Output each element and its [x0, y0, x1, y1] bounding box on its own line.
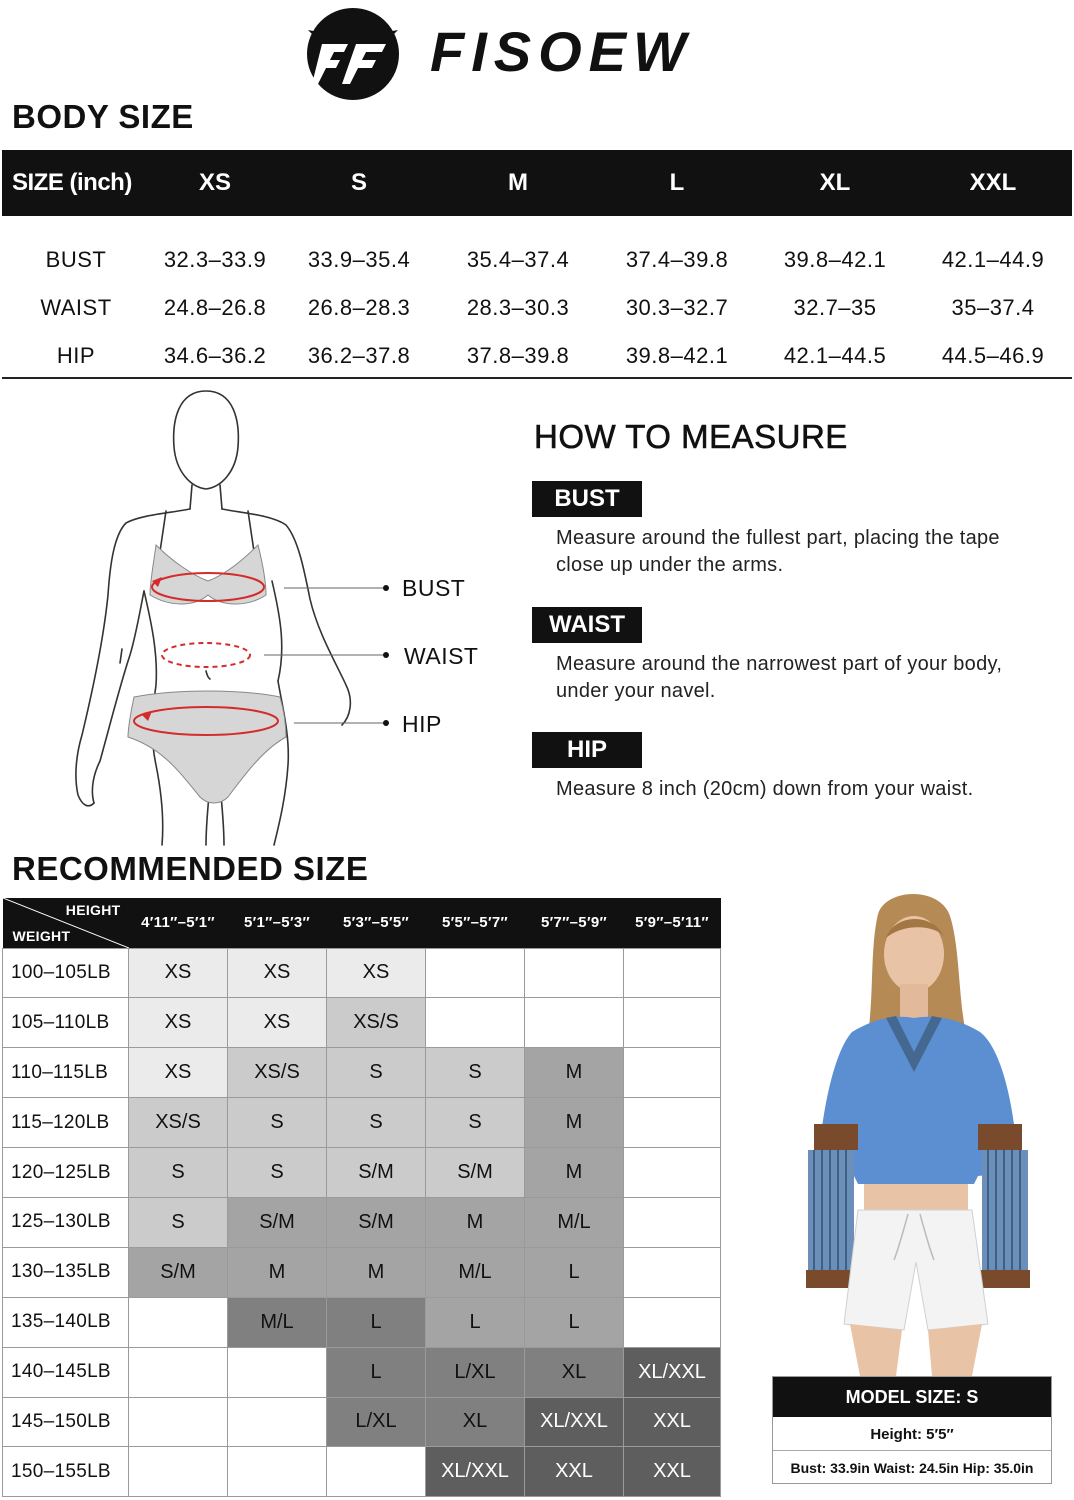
desc-line: Measure 8 inch (20cm) down from your waist.: [556, 778, 974, 800]
row-label: BUST: [45, 247, 107, 272]
figure-label-bust: BUST: [402, 575, 466, 601]
measure-desc-bust: [532, 525, 1062, 579]
figure-label-hip: HIP: [402, 711, 442, 737]
body-size-title: BODY SIZE: [12, 98, 194, 135]
size-cell: S: [426, 1048, 525, 1098]
table-row: [3, 1297, 721, 1347]
table-row: [3, 948, 721, 998]
size-cell: [525, 948, 624, 998]
table-cell: 35–37.4: [951, 295, 1035, 320]
size-cell: L: [327, 1347, 426, 1397]
corner-weight-label: WEIGHT: [12, 927, 71, 944]
table-cell: 37.8–39.8: [466, 343, 570, 368]
body-size-row-waist: [2, 284, 1072, 332]
model-photo-icon: [782, 884, 1044, 1376]
desc-line: close up under the arms.: [556, 554, 784, 576]
height-weight-corner: [3, 898, 129, 948]
size-cell: [327, 1447, 426, 1497]
size-cell: S: [426, 1098, 525, 1148]
size-cell: M: [228, 1247, 327, 1297]
size-cell: XXL: [624, 1447, 721, 1497]
size-cell: XS/S: [228, 1048, 327, 1098]
height-header: 5′9″–5′11″: [624, 898, 721, 948]
size-cell: S: [129, 1197, 228, 1247]
size-cell: L: [327, 1297, 426, 1347]
weight-label: 115–120LB: [3, 1098, 129, 1148]
row-label: HIP: [56, 343, 96, 368]
size-cell: L/XL: [327, 1397, 426, 1447]
size-cell: [426, 948, 525, 998]
size-cell: S: [327, 1048, 426, 1098]
size-cell: XXL: [624, 1397, 721, 1447]
size-cell: [228, 1397, 327, 1447]
measure-badge-waist: WAIST: [532, 607, 642, 643]
body-figure: [60, 385, 500, 847]
weight-label: 125–130LB: [3, 1197, 129, 1247]
size-header-xs: XS: [150, 150, 280, 216]
size-cell: [129, 1297, 228, 1347]
size-cell: XS: [228, 948, 327, 998]
corner-height-label: HEIGHT: [65, 902, 121, 918]
size-header-xxl: XXL: [914, 150, 1072, 216]
table-cell: 32.7–35: [793, 295, 877, 320]
figure-label-waist: WAIST: [404, 643, 479, 669]
size-cell: S/M: [426, 1148, 525, 1198]
size-header-l: L: [598, 150, 756, 216]
body-outline-icon: [60, 385, 500, 847]
model-measurements: Bust: 33.9in Waist: 24.5in Hip: 35.0in: [790, 1460, 1034, 1476]
height-header: 5′7″–5′9″: [525, 898, 624, 948]
recommended-body: [3, 948, 721, 1497]
size-cell: M: [525, 1098, 624, 1148]
size-cell: XL/XXL: [525, 1397, 624, 1447]
size-cell: [129, 1447, 228, 1497]
table-cell: 42.1–44.9: [941, 247, 1045, 272]
size-cell: M: [525, 1148, 624, 1198]
table-cell: 42.1–44.5: [783, 343, 887, 368]
size-cell: XS: [129, 948, 228, 998]
table-cell: 39.8–42.1: [625, 343, 729, 368]
size-cell: M: [525, 1048, 624, 1098]
size-cell: L: [525, 1297, 624, 1347]
fisoew-logo-icon: [300, 4, 406, 100]
size-header-xl: XL: [756, 150, 914, 216]
row-label: WAIST: [40, 295, 112, 320]
model-size-box: [772, 1376, 1052, 1484]
table-cell: 37.4–39.8: [625, 247, 729, 272]
measure-desc-hip: [532, 776, 1062, 803]
weight-label: 145–150LB: [3, 1397, 129, 1447]
measure-badge-hip: HIP: [532, 732, 642, 768]
size-cell: [624, 1297, 721, 1347]
size-cell: S/M: [228, 1197, 327, 1247]
size-cell: M: [327, 1247, 426, 1297]
table-cell: 30.3–32.7: [625, 295, 729, 320]
size-cell: [129, 1347, 228, 1397]
size-cell: XS: [129, 1048, 228, 1098]
body-size-row-bust: [2, 216, 1072, 284]
size-cell: [525, 998, 624, 1048]
size-cell: XS/S: [327, 998, 426, 1048]
table-row: [3, 998, 721, 1048]
table-row: [3, 1197, 721, 1247]
table-cell: 35.4–37.4: [466, 247, 570, 272]
measure-badge-bust: BUST: [532, 481, 642, 517]
size-cell: [624, 1098, 721, 1148]
desc-line: under your navel.: [556, 680, 716, 702]
table-cell: 28.3–30.3: [466, 295, 570, 320]
size-cell: S: [228, 1148, 327, 1198]
body-size-table: [2, 150, 1072, 380]
size-cell: L/XL: [426, 1347, 525, 1397]
size-cell: XS: [129, 998, 228, 1048]
size-cell: M/L: [525, 1197, 624, 1247]
weight-label: 110–115LB: [3, 1048, 129, 1098]
body-size-header-row: [2, 150, 1072, 216]
size-cell: L: [525, 1247, 624, 1297]
weight-label: 120–125LB: [3, 1148, 129, 1198]
size-header-m: M: [438, 150, 598, 216]
table-cell: 34.6–36.2: [163, 343, 267, 368]
size-cell: S: [327, 1098, 426, 1148]
table-cell: 33.9–35.4: [307, 247, 411, 272]
divider: [2, 377, 1072, 379]
size-cell: [129, 1397, 228, 1447]
size-cell: XL: [426, 1397, 525, 1447]
size-cell: [624, 1048, 721, 1098]
size-cell: M/L: [228, 1297, 327, 1347]
height-header: 4′11″–5′1″: [129, 898, 228, 948]
recommended-size-table: [2, 898, 721, 1497]
brand-header: [300, 4, 770, 100]
size-cell: S/M: [327, 1148, 426, 1198]
size-cell: S: [129, 1148, 228, 1198]
body-size-row-hip: [2, 332, 1072, 380]
size-header-label: SIZE (inch): [2, 150, 150, 216]
table-row: [3, 1247, 721, 1297]
table-row: [3, 1048, 721, 1098]
size-cell: [426, 998, 525, 1048]
desc-line: Measure around the narrowest part of your body,: [556, 653, 1003, 675]
table-cell: 26.8–28.3: [307, 295, 411, 320]
height-header: 5′3″–5′5″: [327, 898, 426, 948]
measure-item-bust: [532, 481, 1062, 579]
weight-label: 140–145LB: [3, 1347, 129, 1397]
size-cell: M: [426, 1197, 525, 1247]
size-cell: [228, 1447, 327, 1497]
measure-item-waist: [532, 607, 1062, 705]
height-header: 5′1″–5′3″: [228, 898, 327, 948]
desc-line: Measure around the fullest part, placing the tape: [556, 527, 1000, 549]
table-cell: 24.8–26.8: [163, 295, 267, 320]
size-cell: [624, 948, 721, 998]
brand-name: FISOEW: [430, 20, 693, 83]
table-cell: 32.3–33.9: [163, 247, 267, 272]
weight-label: 130–135LB: [3, 1247, 129, 1297]
size-cell: XS: [228, 998, 327, 1048]
size-cell: S/M: [129, 1247, 228, 1297]
size-cell: M/L: [426, 1247, 525, 1297]
table-row: [3, 1148, 721, 1198]
how-to-measure-title: HOW TO MEASURE: [534, 418, 848, 455]
table-cell: 36.2–37.8: [307, 343, 411, 368]
table-row: [3, 1098, 721, 1148]
measure-desc-waist: [532, 651, 1062, 705]
table-row: [3, 1447, 721, 1497]
weight-label: 135–140LB: [3, 1297, 129, 1347]
size-cell: XL: [525, 1347, 624, 1397]
size-cell: [624, 1247, 721, 1297]
size-cell: S: [228, 1098, 327, 1148]
measure-item-hip: [532, 732, 1062, 803]
recommended-header-row: [3, 898, 721, 948]
table-row: [3, 1347, 721, 1397]
size-cell: [624, 1197, 721, 1247]
table-row: [3, 1397, 721, 1447]
size-cell: S/M: [327, 1197, 426, 1247]
weight-label: 105–110LB: [3, 998, 129, 1048]
model-height: Height: 5′5″: [773, 1417, 1051, 1451]
weight-label: 150–155LB: [3, 1447, 129, 1497]
height-header: 5′5″–5′7″: [426, 898, 525, 948]
recommended-size-title: RECOMMENDED SIZE: [12, 850, 369, 887]
size-cell: [624, 1148, 721, 1198]
size-cell: [624, 998, 721, 1048]
model-size-title: MODEL SIZE: S: [773, 1377, 1051, 1417]
size-cell: XL/XXL: [624, 1347, 721, 1397]
size-cell: [228, 1347, 327, 1397]
table-cell: 44.5–46.9: [941, 343, 1045, 368]
table-cell: 39.8–42.1: [783, 247, 887, 272]
size-header-s: S: [280, 150, 438, 216]
size-cell: XXL: [525, 1447, 624, 1497]
size-cell: XS: [327, 948, 426, 998]
weight-label: 100–105LB: [3, 948, 129, 998]
size-cell: XL/XXL: [426, 1447, 525, 1497]
size-cell: XS/S: [129, 1098, 228, 1148]
size-cell: L: [426, 1297, 525, 1347]
